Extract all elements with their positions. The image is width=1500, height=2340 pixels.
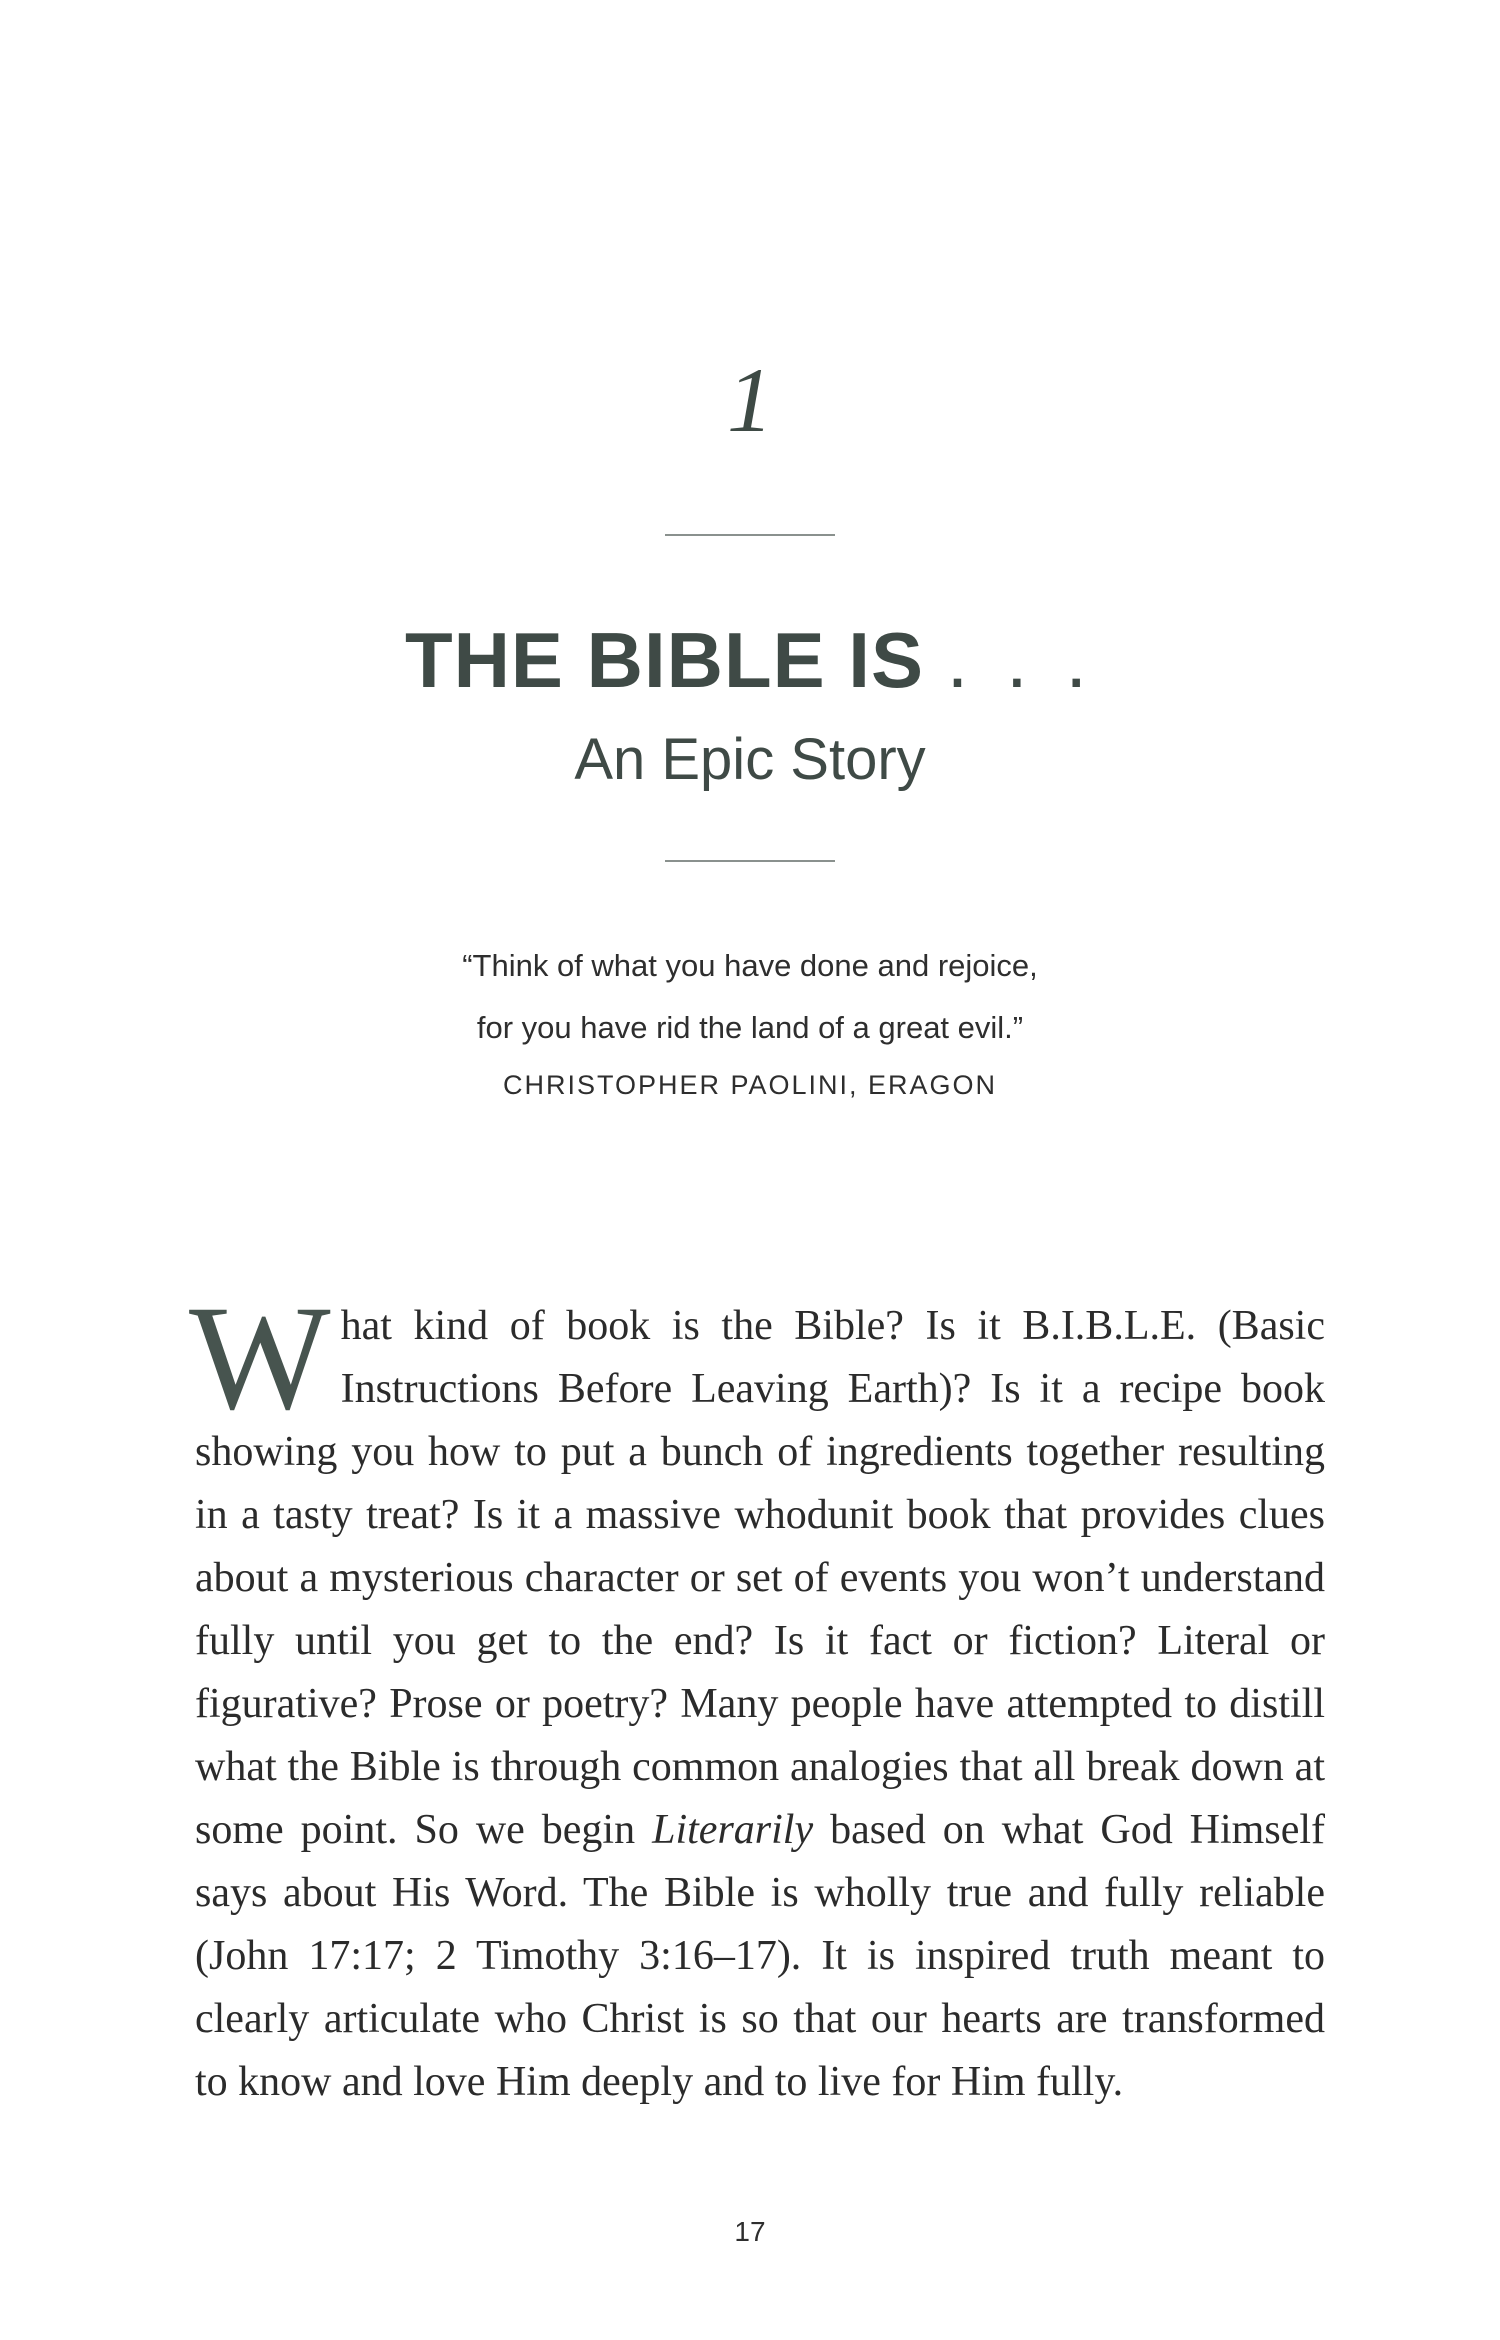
epigraph-attribution: CHRISTOPHER PAOLINI, ERAGON [502,1070,998,1100]
body-text-part-1: hat kind of book is the Bible? Is it B.I.B.L.E. (Basic Instructions Before Leaving Earth)? Is it a recipe book showing you how to put a bunch of ingredients together resulting in a tasty treat? Is it a massive whodunit book that provides clues about a mysterious character or set of events you won’t understand fully until you get to the end? Is it fact or fiction? Literal or figurative? Prose or poetry? Many people have attempted to distill what the Bible is through common analogies that all break down at some point. So we begin [195,1303,1325,1853]
body-text-part-2: based on what God Himself says about His Word. The Bible is wholly true and fully reliable (John 17:17; 2 Timothy 3:16–17). It is inspired truth meant to clearly articulate who Christ is so that our hearts are transformed to know and love Him deeply and to live for Him fully. [195,1807,1325,2105]
chapter-title-ellipsis: . . . [946,616,1096,704]
chapter-number: 1 [727,349,773,451]
divider-bottom [665,860,835,862]
drop-cap: W [189,1275,331,1441]
divider-top [665,534,835,536]
epigraph-line-2: for you have rid the land of a great evil.” [476,1010,1024,1045]
page-number: 17 [734,2216,766,2247]
epigraph-line-1: “Think of what you have done and rejoice, [462,948,1038,983]
epigraph [0,935,1500,1111]
body-paragraph [189,1275,1325,2114]
chapter-title-text: THE BIBLE IS [404,616,924,704]
body-text-italic: Literarily [652,1807,814,1853]
chapter-title [0,610,1500,710]
chapter-subtitle: An Epic Story [574,727,926,792]
